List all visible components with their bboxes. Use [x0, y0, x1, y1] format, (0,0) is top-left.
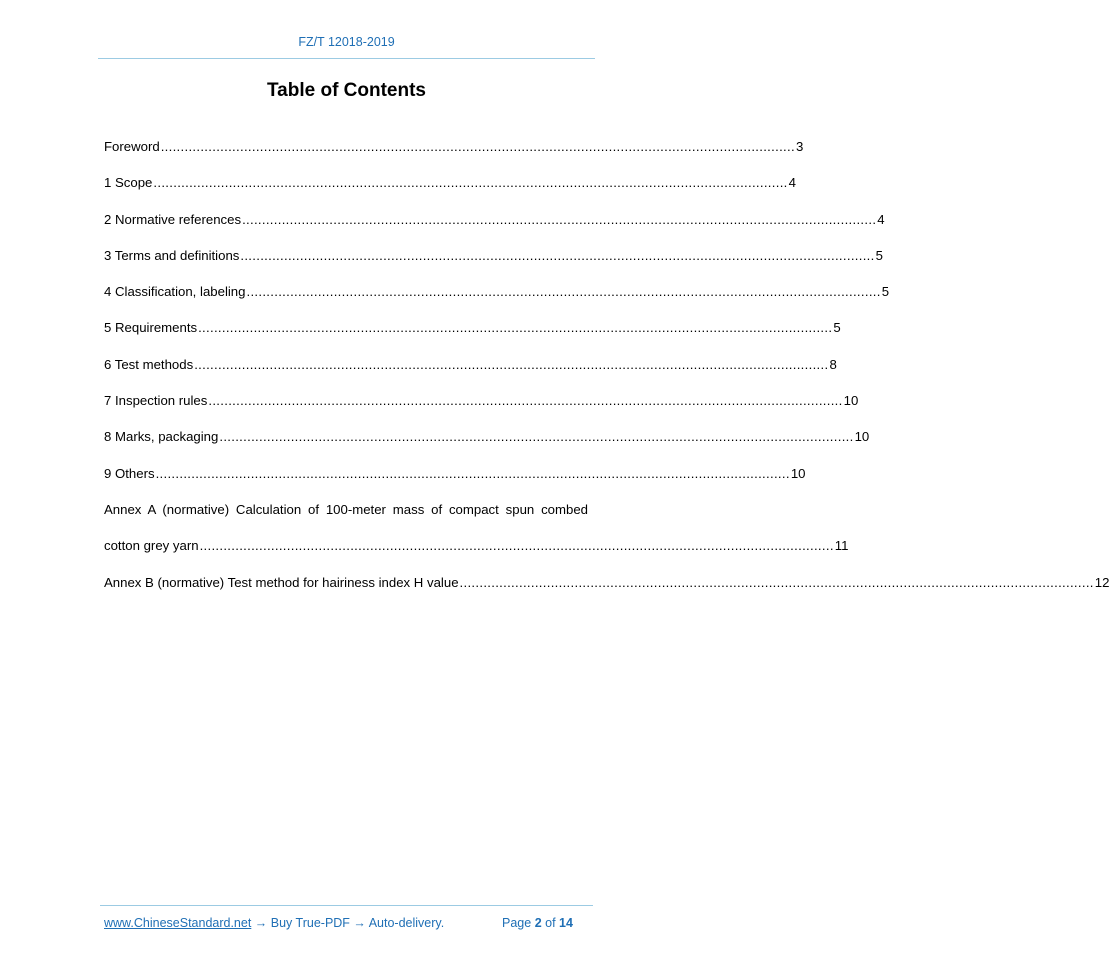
toc-entry-label: 4 Classification, labeling — [104, 284, 246, 300]
dot-leader: ................................................................................................................................................................ — [246, 284, 881, 300]
dot-leader: ................................................................................................................................................................ — [459, 574, 1094, 590]
toc-entry-label: 6 Test methods — [104, 356, 194, 372]
toc-entry-test-methods[interactable] — [104, 356, 837, 392]
dot-leader: ................................................................................................................................................................ — [160, 139, 795, 154]
toc-entry-annex-a-continued[interactable] — [104, 537, 849, 573]
website-link[interactable]: www.ChineseStandard.net — [104, 916, 252, 930]
footer-tagline: → Buy True-PDF → Auto-delivery. — [251, 916, 445, 930]
toc-entry-marks-packaging[interactable] — [104, 428, 870, 464]
toc-entry-label: 5 Requirements — [104, 320, 198, 336]
toc-entry-page: 4 — [788, 175, 796, 191]
toc-entry-normative-references[interactable] — [104, 211, 885, 247]
dot-leader: ................................................................................................................................................................ — [155, 465, 790, 481]
toc-entry-label: Annex A (normative) Calculation of 100-meter mass of compact spun combed — [104, 501, 588, 517]
footer-left — [104, 916, 444, 930]
dot-leader: ................................................................................................................................................................ — [198, 320, 833, 336]
toc-entry-label: 3 Terms and definitions — [104, 247, 240, 263]
toc-entry-label: 9 Others — [104, 465, 155, 481]
of-word: of — [545, 916, 556, 930]
toc-entry-page: 4 — [877, 211, 885, 227]
toc-entry-page: 10 — [854, 429, 870, 445]
dot-leader: ................................................................................................................................................................ — [194, 356, 829, 372]
dot-leader: ................................................................................................................................................................ — [240, 247, 875, 263]
footer-divider — [100, 905, 593, 906]
toc-entry-classification[interactable] — [104, 283, 890, 319]
toc-entry-label: Annex B (normative) Test method for hairiness index H value — [104, 574, 459, 590]
toc-entry-page: 10 — [790, 465, 806, 481]
dot-leader: ................................................................................................................................................................ — [242, 211, 877, 227]
dot-leader: ................................................................................................................................................................ — [219, 429, 854, 445]
toc-entry-page: 12 — [1094, 574, 1109, 590]
toc-entry-label: 8 Marks, packaging — [104, 429, 219, 445]
dot-leader: ................................................................................................................................................................ — [208, 393, 843, 409]
page-indicator — [502, 916, 573, 930]
toc-entry-inspection-rules[interactable] — [104, 392, 859, 428]
toc-entry-terms-definitions[interactable] — [104, 247, 883, 283]
current-page-number: 2 — [534, 916, 542, 930]
total-page-count: 14 — [559, 916, 573, 930]
toc-entry-page: 3 — [795, 139, 804, 154]
toc-entry-label: Foreword — [104, 139, 160, 154]
header-divider — [98, 58, 595, 59]
toc-entry-scope[interactable] — [104, 174, 796, 210]
toc-entry-foreword[interactable] — [104, 138, 804, 174]
toc-entry-page: 5 — [833, 320, 841, 336]
toc-entry-annex-b[interactable] — [104, 574, 1109, 610]
toc-entry-page: 8 — [829, 356, 837, 372]
toc-entry-label: 7 Inspection rules — [104, 393, 208, 409]
toc-entry-page: 5 — [875, 247, 883, 263]
toc-entry-label: cotton grey yarn — [104, 538, 199, 554]
page-title: Table of Contents — [266, 80, 427, 101]
toc-entry-page: 10 — [843, 393, 859, 409]
dot-leader: ................................................................................................................................................................ — [199, 538, 834, 554]
toc-entry-label: 1 Scope — [104, 175, 153, 191]
page-word: Page — [502, 916, 532, 930]
toc-entry-label: 2 Normative references — [104, 211, 242, 227]
toc-entry-page: 5 — [881, 284, 890, 300]
toc-entry-annex-a[interactable] — [104, 501, 588, 537]
toc-entry-page: 11 — [834, 538, 849, 554]
dot-leader: ................................................................................................................................................................ — [153, 175, 788, 191]
toc-entry-others[interactable] — [104, 465, 806, 501]
toc-entry-requirements[interactable] — [104, 319, 841, 355]
table-of-contents — [104, 138, 1109, 610]
document-id-header: FZ/T 12018-2019 — [298, 35, 395, 49]
